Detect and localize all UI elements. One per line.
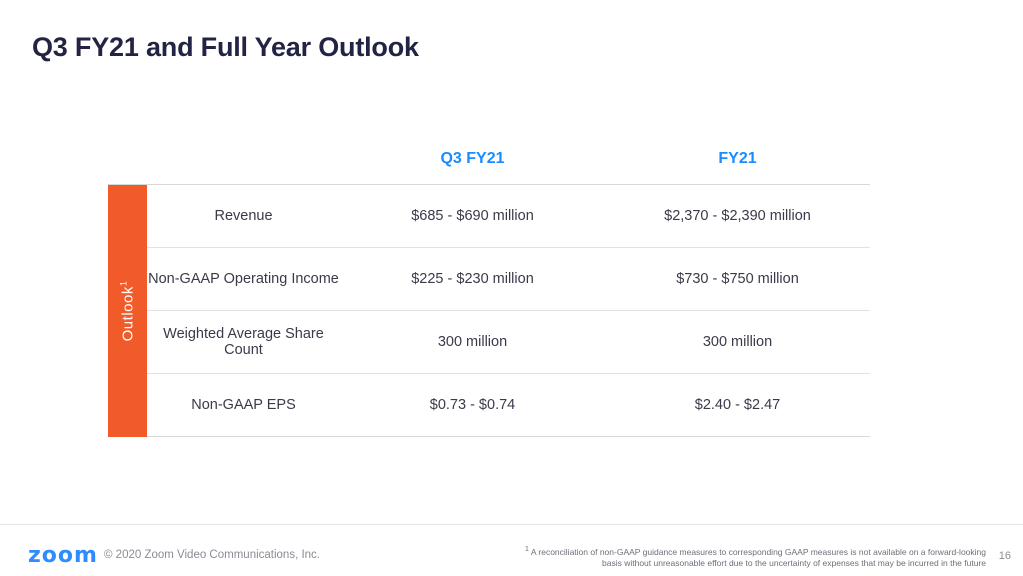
table-row — [147, 248, 870, 311]
row-value-revenue-fy: $2,370 - $2,390 million — [664, 208, 811, 224]
table-body — [108, 184, 870, 437]
page-number: 16 — [998, 550, 1011, 562]
row-value-eps-q3: $0.73 - $0.74 — [429, 397, 516, 413]
footnote-marker: 1 — [525, 546, 529, 553]
footnote — [508, 545, 986, 570]
row-value-eps-fy: $2.40 - $2.47 — [694, 397, 781, 413]
column-header-fy21: FY21 — [718, 150, 757, 167]
outlook-table — [108, 134, 870, 437]
footnote-text: A reconciliation of non-GAAP guidance measures to corresponding GAAP measures is not available on a forward-looking basis without unreasonable effort due to the uncertainty of expenses that may be incurred in the future — [528, 546, 986, 569]
page-title: Q3 FY21 and Full Year Outlook — [32, 32, 419, 62]
side-band-label-text: Outlook — [119, 286, 137, 342]
zoom-logo: zoom — [28, 543, 98, 568]
footer-divider — [0, 524, 1023, 525]
row-label-weighted-average-share-count: Weighted Average Share Count — [163, 326, 324, 358]
row-value-share-count-fy: 300 million — [702, 334, 773, 350]
row-value-share-count-q3: 300 million — [437, 334, 508, 350]
row-label-non-gaap-eps: Non-GAAP EPS — [191, 397, 296, 413]
table-row — [147, 311, 870, 374]
copyright-text: © 2020 Zoom Video Communications, Inc. — [104, 549, 321, 561]
outlook-side-band — [108, 185, 147, 437]
table-row — [147, 185, 870, 248]
side-band-superscript: 1 — [118, 280, 129, 287]
table-column-headers — [108, 134, 870, 184]
column-header-q3-fy21: Q3 FY21 — [440, 150, 505, 167]
table-rows — [147, 185, 870, 437]
table-row — [147, 374, 870, 437]
row-value-operating-income-q3: $225 - $230 million — [411, 271, 534, 287]
row-value-operating-income-fy: $730 - $750 million — [676, 271, 799, 287]
side-band-label — [119, 281, 137, 342]
row-value-revenue-q3: $685 - $690 million — [411, 208, 534, 224]
row-label-non-gaap-operating-income: Non-GAAP Operating Income — [148, 271, 339, 287]
row-label-revenue: Revenue — [214, 208, 273, 224]
